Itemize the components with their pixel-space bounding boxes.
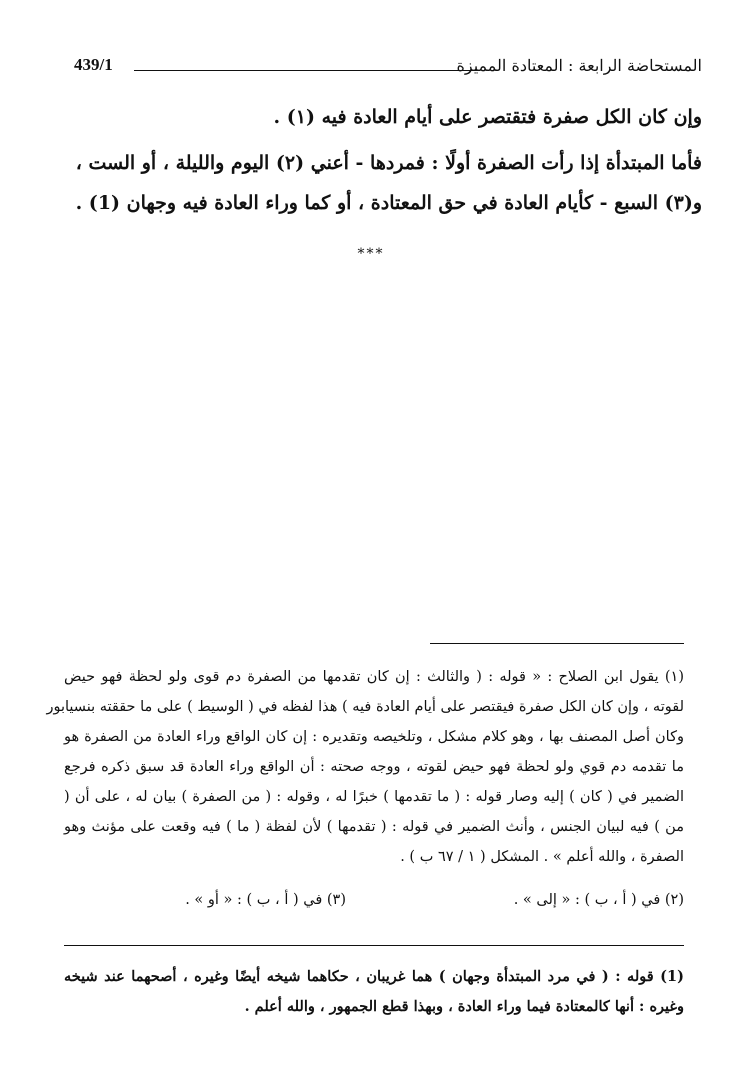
footnote-3: (٣) في ( أ ، ب ) : « أو » . <box>185 892 346 908</box>
body-line-2: فأما المبتدأة إذا رأت الصفرة أولًا : فمردها - أعني (٢) اليوم والليلة ، أو الست ، <box>75 152 702 174</box>
footnote-1-line-6: من ) فيه لبيان الجنس ، وأنث الضمير في قوله : ( تقدمها ) لأن لفظة ( ما ) فيه وقعت على مؤنث وهو <box>64 819 684 835</box>
section-separator: *** <box>357 246 385 262</box>
body-line-1: وإن كان الكل صفرة فتقتصر على أيام العادة فيه (١) . <box>273 106 702 128</box>
footnote-1-line-2: لقوته ، وإن كان الكل صفرة فيقتصر على أيام العادة فيه ) هذا لفظه في ( الوسيط ) على ما حققته بنسيابور <box>46 699 684 715</box>
footnote-divider-lower <box>64 945 684 946</box>
header-rule <box>134 70 480 71</box>
page-number: 439/1 <box>74 55 113 74</box>
footnote-divider-upper <box>430 643 684 644</box>
body-line-3: و(٣) السبع - كأيام العادة في حق المعتادة ، أو كما وراء العادة فيه وجهان (1) . <box>75 192 702 214</box>
footnote-1-line-1: (١) يقول ابن الصلاح : « قوله : ( والثالث : إن كان تقدمها من الصفرة دم قوى ولو لحظة فهو حيض <box>64 669 684 685</box>
running-header-title: المستحاضة الرابعة : المعتادة المميزة <box>456 56 702 75</box>
footnote-1-line-5: الضمير في ( كان ) إليه وصار قوله : ( ما تقدمها ) خبرًا له ، وقوله : ( من الصفرة ) بيان له ، على أن ( <box>64 789 684 805</box>
footnote-1-line-3: وكان أصل المصنف بها ، وهو كلام مشكل ، وتلخيصه وتقديره : إن كان الواقع وراء العادة من الصفرة هو <box>64 729 684 745</box>
footnote-1-line-7: الصفرة ، والله أعلم » . المشكل ( ١ / ٦٧ ب ) . <box>400 849 684 865</box>
footnote-1-line-4: ما تقدمه دم قوي ولو لحظة فهو حيض لقوته ، ووجه صحته : أن الواقع وراء العادة قد سبق ذكره فرجع <box>64 759 684 775</box>
footnote-2: (٢) في ( أ ، ب ) : « إلى » . <box>513 892 684 908</box>
commentary-note-line-1: (1) قوله : ( في مرد المبتدأة وجهان ) هما غريبان ، حكاهما شيخه أيضًا وغيره ، أصحهما عند شيخه <box>64 968 684 985</box>
commentary-note-line-2: وغيره : أنها كالمعتادة فيما وراء العادة ، وبهذا قطع الجمهور ، والله أعلم . <box>244 998 684 1015</box>
